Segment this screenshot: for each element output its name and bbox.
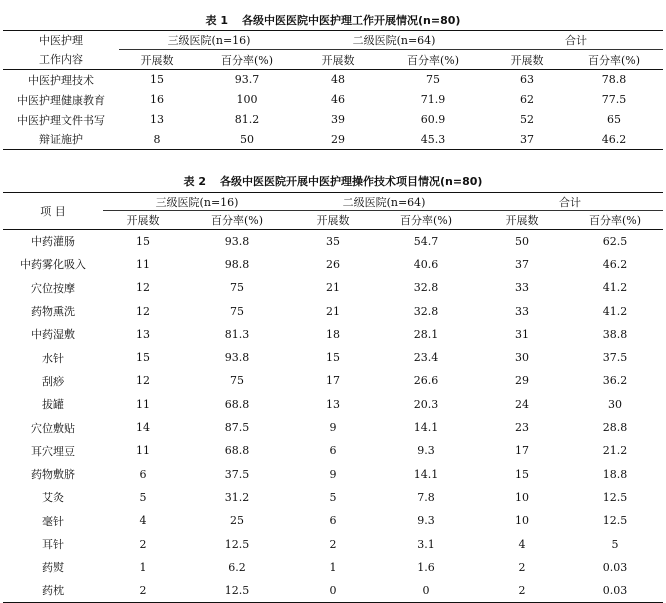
- value-cell: 60.9: [420, 113, 446, 126]
- table-row: [3, 416, 663, 439]
- value-cell: 6: [329, 514, 337, 528]
- value-cell: 75: [230, 281, 244, 295]
- value-cell: 52: [520, 113, 535, 126]
- value-cell: 9.3: [417, 444, 435, 458]
- table-row: [3, 532, 663, 555]
- table-row: [3, 439, 663, 462]
- table-row: [3, 346, 663, 369]
- value-cell: 78.8: [601, 73, 627, 87]
- row-label-cell: 中药湿敷: [31, 328, 75, 342]
- value-cell: 28.8: [602, 421, 628, 435]
- value-cell: 65: [607, 113, 622, 126]
- value-cell: 21: [326, 281, 341, 295]
- value-cell: 40.6: [413, 257, 439, 271]
- table-row: [3, 323, 663, 346]
- value-cell: 75: [230, 374, 244, 388]
- table1-sub-header: 开展数: [119, 50, 195, 70]
- table-row: [3, 70, 663, 90]
- row-label-cell: 穴位按摩: [31, 281, 75, 295]
- row-label-cell: 药熨: [42, 561, 64, 575]
- value-cell: 100: [236, 93, 258, 106]
- value-cell: 54.7: [413, 234, 439, 248]
- value-cell: 9: [329, 467, 337, 481]
- value-cell: 6.2: [228, 560, 246, 574]
- table-row: [3, 110, 663, 130]
- value-cell: 2: [329, 537, 337, 551]
- value-cell: 37.5: [224, 467, 250, 481]
- value-cell: 41.2: [602, 304, 628, 318]
- value-cell: 98.8: [224, 257, 250, 271]
- table-row: [3, 486, 663, 509]
- table1: [3, 30, 663, 150]
- value-cell: 23.4: [413, 351, 439, 365]
- row-label-cell: 中医护理文件书写: [17, 113, 105, 127]
- value-cell: 0.03: [602, 560, 628, 574]
- table1-sub-header: 百分率(%): [377, 50, 489, 70]
- table2-title: 各级中医医院开展中医护理操作技术项目情况(n=80): [220, 175, 483, 188]
- value-cell: 9.3: [417, 514, 435, 528]
- table-row: [3, 130, 663, 150]
- table1-row-header-line1: 中医护理: [3, 31, 119, 50]
- value-cell: 11: [136, 397, 150, 411]
- row-label-cell: 刮痧: [42, 374, 64, 388]
- value-cell: 14.1: [413, 421, 439, 435]
- table-row: [3, 230, 663, 253]
- value-cell: 6: [329, 444, 337, 458]
- value-cell: 12.5: [224, 537, 250, 551]
- table1-title: 各级中医医院中医护理工作开展情况(n=80): [242, 14, 461, 27]
- value-cell: 29: [299, 130, 377, 150]
- value-cell: 48: [331, 73, 346, 87]
- row-label-cell: 穴位敷贴: [31, 421, 75, 435]
- value-cell: 17: [326, 374, 341, 388]
- table-row: [3, 276, 663, 299]
- value-cell: 12.5: [183, 579, 291, 602]
- value-cell: 2: [139, 537, 147, 551]
- value-cell: 1: [329, 560, 337, 574]
- table1-number: 表 1: [205, 14, 229, 27]
- value-cell: 37: [489, 130, 565, 150]
- value-cell: 81.2: [234, 113, 260, 126]
- table-row: [3, 462, 663, 485]
- value-cell: 18.8: [602, 467, 628, 481]
- table1-sub-header: 百分率(%): [195, 50, 299, 70]
- value-cell: 5: [139, 490, 147, 504]
- value-cell: 41.2: [602, 281, 628, 295]
- value-cell: 14: [136, 421, 150, 435]
- row-label-cell: 药物熏洗: [31, 305, 75, 319]
- value-cell: 7.8: [417, 490, 435, 504]
- table1-row-header-line2: 工作内容: [3, 50, 119, 70]
- table1-group-header: 三级医院(n=16): [119, 31, 299, 50]
- value-cell: 23: [515, 421, 530, 435]
- value-cell: 21.2: [602, 444, 628, 458]
- value-cell: 24: [515, 397, 530, 411]
- value-cell: 30: [515, 351, 530, 365]
- table2-group-header: 二级医院(n=64): [291, 193, 477, 211]
- table1-group-header: 合计: [489, 31, 663, 50]
- value-cell: 5: [611, 537, 619, 551]
- value-cell: 29: [515, 374, 530, 388]
- value-cell: 4: [518, 537, 526, 551]
- value-cell: 13: [136, 327, 150, 341]
- value-cell: 93.7: [234, 73, 260, 87]
- value-cell: 2: [103, 579, 183, 602]
- value-cell: 50: [515, 234, 530, 248]
- value-cell: 10: [515, 514, 530, 528]
- value-cell: 75: [426, 73, 441, 87]
- row-label-cell: 耳针: [42, 538, 64, 551]
- value-cell: 12: [136, 304, 150, 318]
- value-cell: 26: [326, 257, 341, 271]
- value-cell: 21: [326, 304, 341, 318]
- value-cell: 36.2: [602, 374, 628, 388]
- value-cell: 37: [515, 257, 530, 271]
- value-cell: 2: [518, 560, 526, 574]
- value-cell: 13: [150, 113, 164, 126]
- value-cell: 62: [520, 93, 535, 106]
- value-cell: 17: [515, 444, 530, 458]
- table2: [3, 192, 663, 603]
- value-cell: 15: [136, 234, 150, 248]
- value-cell: 33: [515, 281, 530, 295]
- table2-group-header: 三级医院(n=16): [103, 193, 291, 211]
- value-cell: 12.5: [602, 514, 628, 528]
- table1-sub-header: 开展数: [489, 50, 565, 70]
- value-cell: 20.3: [413, 397, 439, 411]
- value-cell: 31: [515, 327, 530, 341]
- row-label-cell: 药物敷脐: [31, 468, 75, 482]
- row-label-cell: 中药灌肠: [31, 235, 75, 249]
- value-cell: 15: [515, 467, 530, 481]
- value-cell: 4: [139, 514, 147, 528]
- table-row: [3, 369, 663, 392]
- table2-sub-header: 开展数: [291, 211, 375, 230]
- value-cell: 13: [326, 397, 341, 411]
- row-label-cell: 耳穴埋豆: [31, 444, 75, 458]
- value-cell: 71.9: [420, 93, 446, 106]
- value-cell: 2: [477, 579, 567, 602]
- row-label-cell: 艾灸: [42, 491, 64, 505]
- table-row: [3, 393, 663, 416]
- value-cell: 77.5: [601, 93, 627, 106]
- value-cell: 75: [230, 304, 244, 318]
- value-cell: 0.03: [567, 579, 663, 602]
- value-cell: 31.2: [224, 490, 250, 504]
- value-cell: 28.1: [413, 327, 439, 341]
- table1-group-header: 二级医院(n=64): [299, 31, 489, 50]
- value-cell: 9: [329, 421, 337, 435]
- value-cell: 5: [329, 490, 337, 504]
- value-cell: 0: [375, 579, 477, 602]
- row-label-cell: 中医护理技术: [28, 73, 94, 87]
- table-row: [3, 556, 663, 579]
- value-cell: 81.3: [224, 327, 250, 341]
- value-cell: 26.6: [413, 374, 439, 388]
- table-row: [3, 299, 663, 322]
- value-cell: 46.2: [565, 130, 663, 150]
- table2-row-header: 项 目: [3, 193, 103, 230]
- row-label-cell: 药枕: [3, 579, 103, 602]
- value-cell: 1: [139, 560, 147, 574]
- table-row: [3, 90, 663, 110]
- value-cell: 14.1: [413, 467, 439, 481]
- value-cell: 33: [515, 304, 530, 318]
- row-label-cell: 辩证施护: [3, 130, 119, 150]
- value-cell: 93.8: [224, 234, 250, 248]
- value-cell: 11: [136, 257, 150, 271]
- value-cell: 12: [136, 281, 150, 295]
- value-cell: 39: [331, 113, 346, 126]
- value-cell: 30: [608, 397, 623, 411]
- value-cell: 45.3: [377, 130, 489, 150]
- value-cell: 38.8: [602, 327, 628, 341]
- value-cell: 15: [326, 351, 341, 365]
- row-label-cell: 毫针: [42, 514, 64, 528]
- table-row: [3, 509, 663, 532]
- value-cell: 18: [326, 327, 341, 341]
- row-label-cell: 中药雾化吸入: [20, 258, 86, 272]
- value-cell: 87.5: [224, 421, 250, 435]
- value-cell: 6: [139, 467, 147, 481]
- value-cell: 46: [331, 93, 346, 106]
- table1-caption: [0, 12, 666, 28]
- value-cell: 32.8: [413, 281, 439, 295]
- value-cell: 46.2: [602, 257, 628, 271]
- value-cell: 1.6: [417, 560, 435, 574]
- value-cell: 10: [515, 490, 530, 504]
- value-cell: 68.8: [224, 397, 250, 411]
- row-label-cell: 拔罐: [42, 398, 64, 412]
- value-cell: 63: [520, 73, 535, 87]
- table2-group-header: 合计: [477, 193, 663, 211]
- value-cell: 3.1: [417, 537, 435, 551]
- value-cell: 32.8: [413, 304, 439, 318]
- table1-sub-header: 百分率(%): [565, 50, 663, 70]
- value-cell: 35: [326, 234, 341, 248]
- value-cell: 12: [136, 374, 150, 388]
- row-label-cell: 中医护理健康教育: [17, 93, 105, 107]
- table2-sub-header: 百分率(%): [183, 211, 291, 230]
- table1-sub-header: 开展数: [299, 50, 377, 70]
- value-cell: 93.8: [224, 351, 250, 365]
- value-cell: 16: [150, 93, 164, 106]
- value-cell: 12.5: [602, 490, 628, 504]
- row-label-cell: 水针: [42, 351, 64, 365]
- value-cell: 15: [150, 73, 164, 87]
- value-cell: 8: [119, 130, 195, 150]
- table2-sub-header: 百分率(%): [567, 211, 663, 230]
- table2-number: 表 2: [183, 175, 207, 188]
- table-row: [3, 579, 663, 602]
- value-cell: 25: [230, 514, 244, 528]
- table2-sub-header: 开展数: [103, 211, 183, 230]
- value-cell: 50: [195, 130, 299, 150]
- value-cell: 37.5: [602, 351, 628, 365]
- table-row: [3, 253, 663, 276]
- value-cell: 68.8: [224, 444, 250, 458]
- value-cell: 15: [136, 351, 150, 365]
- table2-sub-header: 百分率(%): [375, 211, 477, 230]
- value-cell: 0: [291, 579, 375, 602]
- table2-sub-header: 开展数: [477, 211, 567, 230]
- value-cell: 62.5: [602, 234, 628, 248]
- value-cell: 11: [136, 444, 150, 458]
- table2-caption: [0, 173, 666, 189]
